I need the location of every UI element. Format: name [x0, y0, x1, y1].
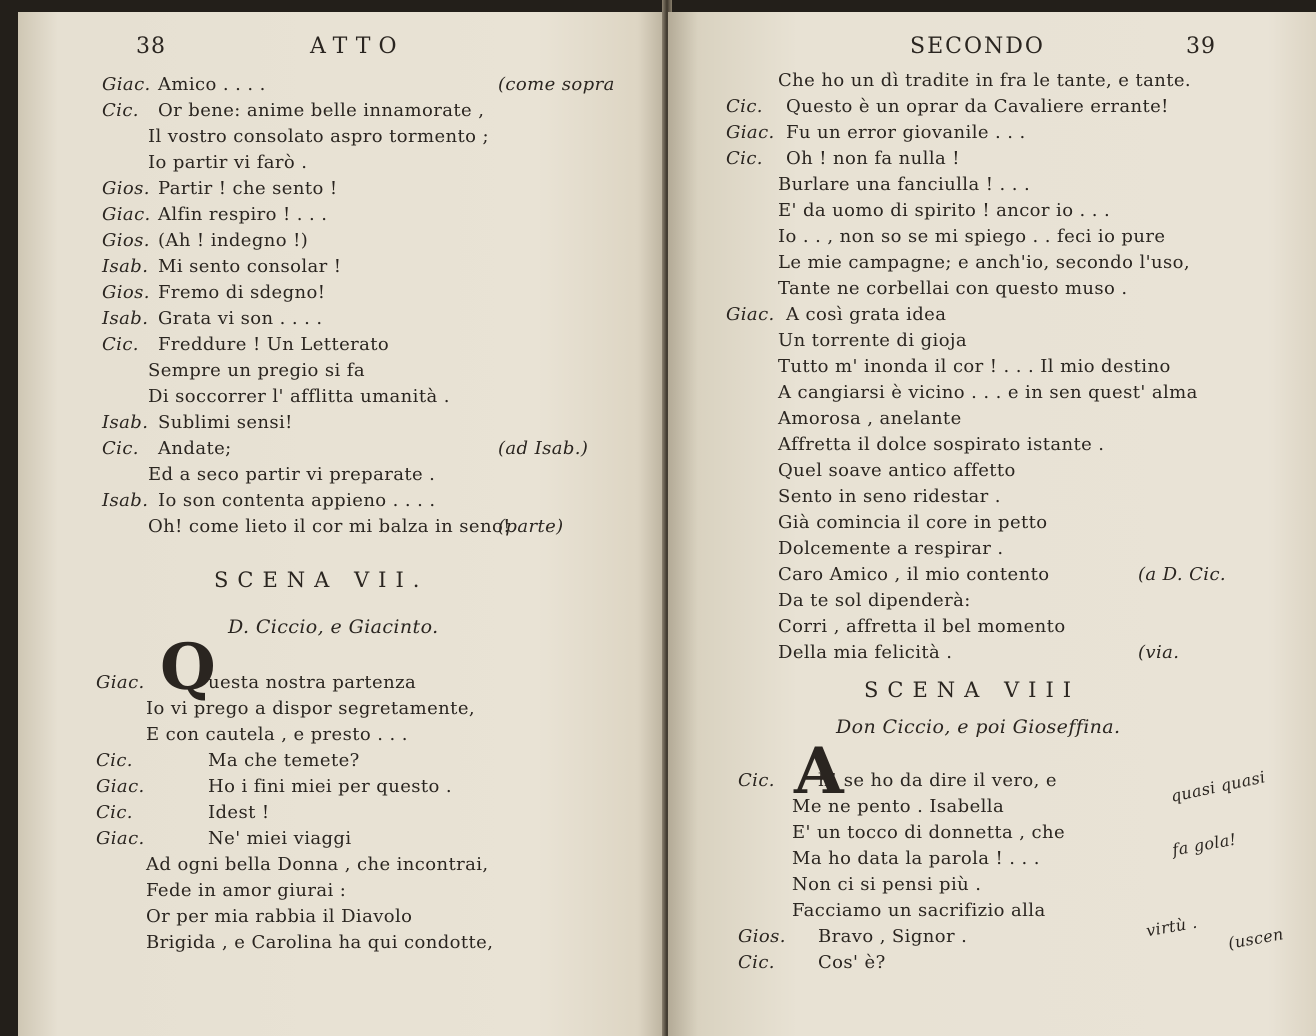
- verse-line: Io . . , non so se mi spiego . . feci io pure: [778, 226, 1166, 247]
- speaker-label: Giac.: [96, 828, 145, 849]
- running-head-left: ATTO: [310, 34, 405, 59]
- speaker-label: Cic.: [102, 100, 139, 121]
- verse-line: Cos' è?: [818, 952, 886, 973]
- verse-line: A cangiarsi è vicino . . . e in sen quest' alma: [778, 382, 1198, 403]
- verse-line: Sublimi sensi!: [158, 412, 293, 433]
- verse-line: Idest !: [208, 802, 270, 823]
- verse-line: Caro Amico , il mio contento: [778, 564, 1050, 585]
- stage-direction: (ad Isab.): [498, 438, 589, 459]
- verse-line: uesta nostra partenza: [208, 672, 417, 693]
- speaker-label: Giac.: [726, 304, 775, 325]
- speaker-label: Giac.: [102, 204, 151, 225]
- verse-line: Della mia felicità .: [778, 642, 953, 663]
- verse-line: Tutto m' inonda il cor ! . . . Il mio destino: [778, 356, 1171, 377]
- speaker-label: Cic.: [726, 96, 763, 117]
- stage-direction: (via.: [1138, 642, 1180, 663]
- speaker-label: Cic.: [738, 952, 775, 973]
- verse-line: Mi sento consolar !: [158, 256, 342, 277]
- verse-line: Ma che temete?: [208, 750, 360, 771]
- verse-line: Bravo , Signor .: [818, 926, 968, 947]
- margin-note-4: (uscen: [1226, 924, 1286, 953]
- verse-line: Oh! come lieto il cor mi balza in seno!: [148, 516, 511, 537]
- verse-line: E' da uomo di spirito ! ancor io . . .: [778, 200, 1111, 221]
- verse-line: Amorosa , anelante: [778, 408, 962, 429]
- verse-line: Questo è un oprar da Cavaliere errante!: [786, 96, 1169, 117]
- page-number-left: 38: [136, 34, 166, 59]
- speaker-label: Cic.: [102, 438, 139, 459]
- verse-line: Or per mia rabbia il Diavolo: [146, 906, 413, 927]
- stage-direction: (come sopra: [498, 74, 615, 95]
- drop-cap-right: A: [794, 734, 844, 809]
- verse-line: Ho i fini miei per questo .: [208, 776, 453, 797]
- verse-line: Alfin respiro ! . . .: [158, 204, 328, 225]
- verse-line: Di soccorrer l' afflitta umanità .: [148, 386, 450, 407]
- scene-heading-left: SCENA VII.: [214, 568, 429, 592]
- speaker-label: Giac.: [96, 672, 145, 693]
- verse-line: Ed a seco partir vi preparate .: [148, 464, 436, 485]
- verse-line: Fremo di sdegno!: [158, 282, 326, 303]
- verse-line: Fede in amor giurai :: [146, 880, 347, 901]
- drop-cap-left: Q: [160, 630, 216, 705]
- verse-line: Non ci si pensi più .: [792, 874, 982, 895]
- scene-heading-right: SCENA VIII: [864, 678, 1081, 702]
- left-page: [18, 12, 666, 1036]
- margin-note-1: quasi quasi: [1168, 767, 1268, 806]
- verse-line: Sempre un pregio si fa: [148, 360, 365, 381]
- verse-line: Le mie campagne; e anch'io, secondo l'uso,: [778, 252, 1190, 273]
- verse-line: h! se ho da dire il vero, e: [818, 770, 1057, 791]
- verse-line: E' un tocco di donnetta , che: [792, 822, 1065, 843]
- speaker-label: Isab.: [102, 412, 149, 433]
- speaker-label: Isab.: [102, 256, 149, 277]
- verse-line: Da te sol dipenderà:: [778, 590, 971, 611]
- verse-line: Dolcemente a respirar .: [778, 538, 1004, 559]
- speaker-label: Gios.: [738, 926, 786, 947]
- verse-line: Or bene: anime belle innamorate ,: [158, 100, 485, 121]
- speaker-label: Isab.: [102, 308, 149, 329]
- verse-line: Facciamo un sacrifizio alla: [792, 900, 1046, 921]
- verse-line: Io partir vi farò .: [148, 152, 308, 173]
- verse-line: Sento in seno ridestar .: [778, 486, 1001, 507]
- verse-line: Già comincia il core in petto: [778, 512, 1048, 533]
- verse-line: Freddure ! Un Letterato: [158, 334, 390, 355]
- verse-line: Burlare una fanciulla ! . . .: [778, 174, 1031, 195]
- speaker-label: Gios.: [102, 282, 150, 303]
- scene-characters-left: D. Ciccio, e Giacinto.: [228, 616, 439, 638]
- verse-line: E con cautela , e presto . . .: [146, 724, 408, 745]
- page-number-right: 39: [1186, 34, 1216, 59]
- speaker-label: Isab.: [102, 490, 149, 511]
- verse-line: Grata vi son . . . .: [158, 308, 323, 329]
- margin-note-3: virtù .: [1144, 912, 1199, 941]
- speaker-label: Giac.: [96, 776, 145, 797]
- verse-line: Ne' miei viaggi: [208, 828, 352, 849]
- verse-line: (Ah ! indegno !): [158, 230, 309, 251]
- speaker-label: Cic.: [726, 148, 763, 169]
- verse-line: Quel soave antico affetto: [778, 460, 1016, 481]
- verse-line: A così grata idea: [786, 304, 947, 325]
- verse-line: Brigida , e Carolina ha qui condotte,: [146, 932, 494, 953]
- verse-line: Il vostro consolato aspro tormento ;: [148, 126, 489, 147]
- verse-line: Che ho un dì tradite in fra le tante, e tante.: [778, 70, 1192, 91]
- scene-characters-right: Don Ciccio, e poi Gioseffina.: [836, 716, 1121, 738]
- verse-line: Amico . . . .: [158, 74, 266, 95]
- verse-line: Un torrente di gioja: [778, 330, 968, 351]
- verse-line: Me ne pento . Isabella: [792, 796, 1005, 817]
- right-page: [668, 12, 1316, 1036]
- verse-line: Tante ne corbellai con questo muso .: [778, 278, 1128, 299]
- stage-direction: (parte): [498, 516, 564, 537]
- verse-line: Affretta il dolce sospirato istante .: [778, 434, 1105, 455]
- speaker-label: Cic.: [96, 802, 133, 823]
- speaker-label: Giac.: [726, 122, 775, 143]
- verse-line: Ad ogni bella Donna , che incontrai,: [146, 854, 489, 875]
- stage-direction: (a D. Cic.: [1138, 564, 1227, 585]
- speaker-label: Gios.: [102, 178, 150, 199]
- speaker-label: Cic.: [102, 334, 139, 355]
- verse-line: Partir ! che sento !: [158, 178, 338, 199]
- verse-line: Ma ho data la parola ! . . .: [792, 848, 1040, 869]
- speaker-label: Gios.: [102, 230, 150, 251]
- running-head-right: SECONDO: [910, 34, 1045, 59]
- verse-line: Io vi prego a dispor segretamente,: [146, 698, 475, 719]
- verse-line: Corri , affretta il bel momento: [778, 616, 1066, 637]
- verse-line: Oh ! non fa nulla !: [786, 148, 960, 169]
- verse-line: Io son contenta appieno . . . .: [158, 490, 436, 511]
- verse-line: Fu un error giovanile . . .: [786, 122, 1026, 143]
- speaker-label: Cic.: [96, 750, 133, 771]
- speaker-label: Giac.: [102, 74, 151, 95]
- margin-note-2: fa gola!: [1170, 829, 1238, 860]
- speaker-label: Cic.: [738, 770, 775, 791]
- verse-line: Andate;: [158, 438, 232, 459]
